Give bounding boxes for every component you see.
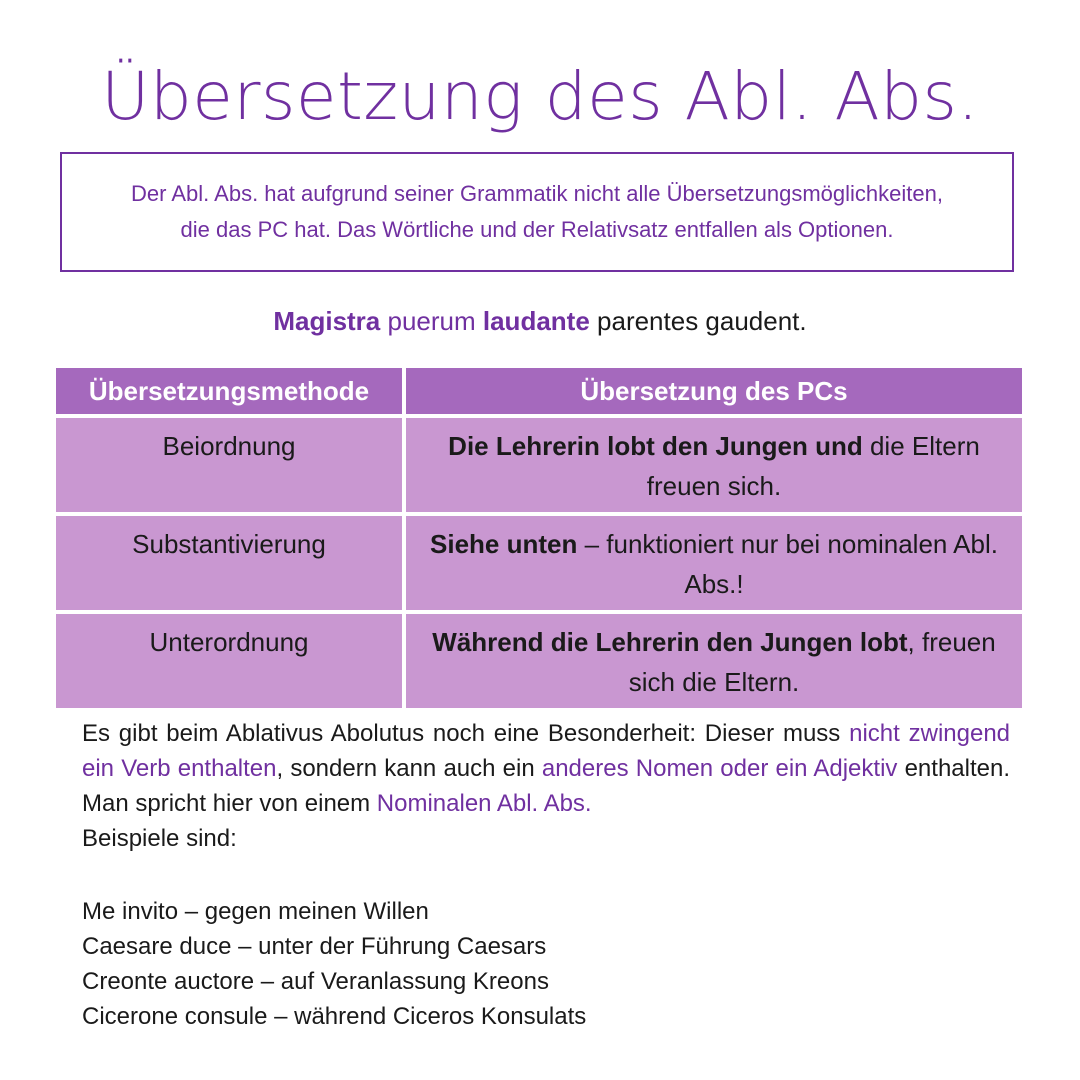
note-paragraph bbox=[82, 716, 1010, 856]
list-item: Cicerone consule – während Ciceros Konsulats bbox=[82, 1003, 587, 1030]
translation-rest: – funktioniert nur bei nominalen Abl. Abs.! bbox=[577, 529, 998, 599]
sentence-word-laudante: laudante bbox=[482, 306, 590, 336]
page-title: Übersetzung des Abl. Abs. bbox=[101, 58, 979, 135]
example-sentence bbox=[0, 306, 1080, 337]
translation-cell bbox=[404, 612, 1024, 710]
list-item: Creonte auctore – auf Veranlassung Kreons bbox=[82, 968, 549, 995]
sentence-word-puerum: puerum bbox=[380, 306, 483, 336]
intro-box bbox=[60, 152, 1014, 272]
note-text-1: Es gibt beim Ablativus Abolutus noch eine Besonderheit: Dieser muss bbox=[82, 720, 850, 747]
note-highlight-1: nicht zwingend ein Verb enthalten bbox=[82, 720, 1011, 782]
translation-bold: Die Lehrerin lobt den Jungen und bbox=[448, 431, 863, 461]
table-row bbox=[54, 514, 1024, 612]
method-cell: Substantivierung bbox=[54, 514, 404, 612]
intro-text: Der Abl. Abs. hat aufgrund seiner Grammatik nicht alle Übersetzungsmöglichkeiten, die das PC hat. Das Wörtliche und der Relativsatz entfallen als Optionen. bbox=[131, 181, 943, 242]
table-header-row bbox=[54, 366, 1024, 416]
note-highlight-3: Nominalen Abl. Abs. bbox=[376, 790, 592, 817]
sentence-rest: parentes gaudent. bbox=[589, 306, 807, 336]
method-cell: Beiordnung bbox=[54, 416, 404, 514]
note-text-2: , sondern kann auch ein bbox=[276, 755, 542, 782]
translation-bold: Siehe unten bbox=[430, 529, 578, 559]
note-text-3: enthalten. Man spricht hier von einem bbox=[82, 755, 1010, 817]
examples-list bbox=[82, 894, 982, 1034]
method-cell: Unterordnung bbox=[54, 612, 404, 710]
table-row bbox=[54, 416, 1024, 514]
sentence-word-magistra: Magistra bbox=[273, 306, 381, 336]
list-item: Me invito – gegen meinen Willen bbox=[82, 898, 429, 925]
note-examples-label: Beispiele sind: bbox=[82, 825, 237, 852]
header-translation: Übersetzung des PCs bbox=[404, 366, 1024, 416]
translation-cell bbox=[404, 416, 1024, 514]
translation-cell bbox=[404, 514, 1024, 612]
header-method: Übersetzungsmethode bbox=[54, 366, 404, 416]
note-highlight-2: anderes Nomen oder ein Adjektiv bbox=[541, 755, 898, 782]
list-item: Caesare duce – unter der Führung Caesars bbox=[82, 933, 547, 960]
translation-bold: Während die Lehrerin den Jungen lobt bbox=[432, 627, 908, 657]
table-row bbox=[54, 612, 1024, 710]
translation-rest: die Eltern freuen sich. bbox=[646, 431, 980, 501]
translation-methods-table bbox=[52, 364, 1026, 712]
translation-rest: , freuen sich die Eltern. bbox=[628, 627, 996, 697]
